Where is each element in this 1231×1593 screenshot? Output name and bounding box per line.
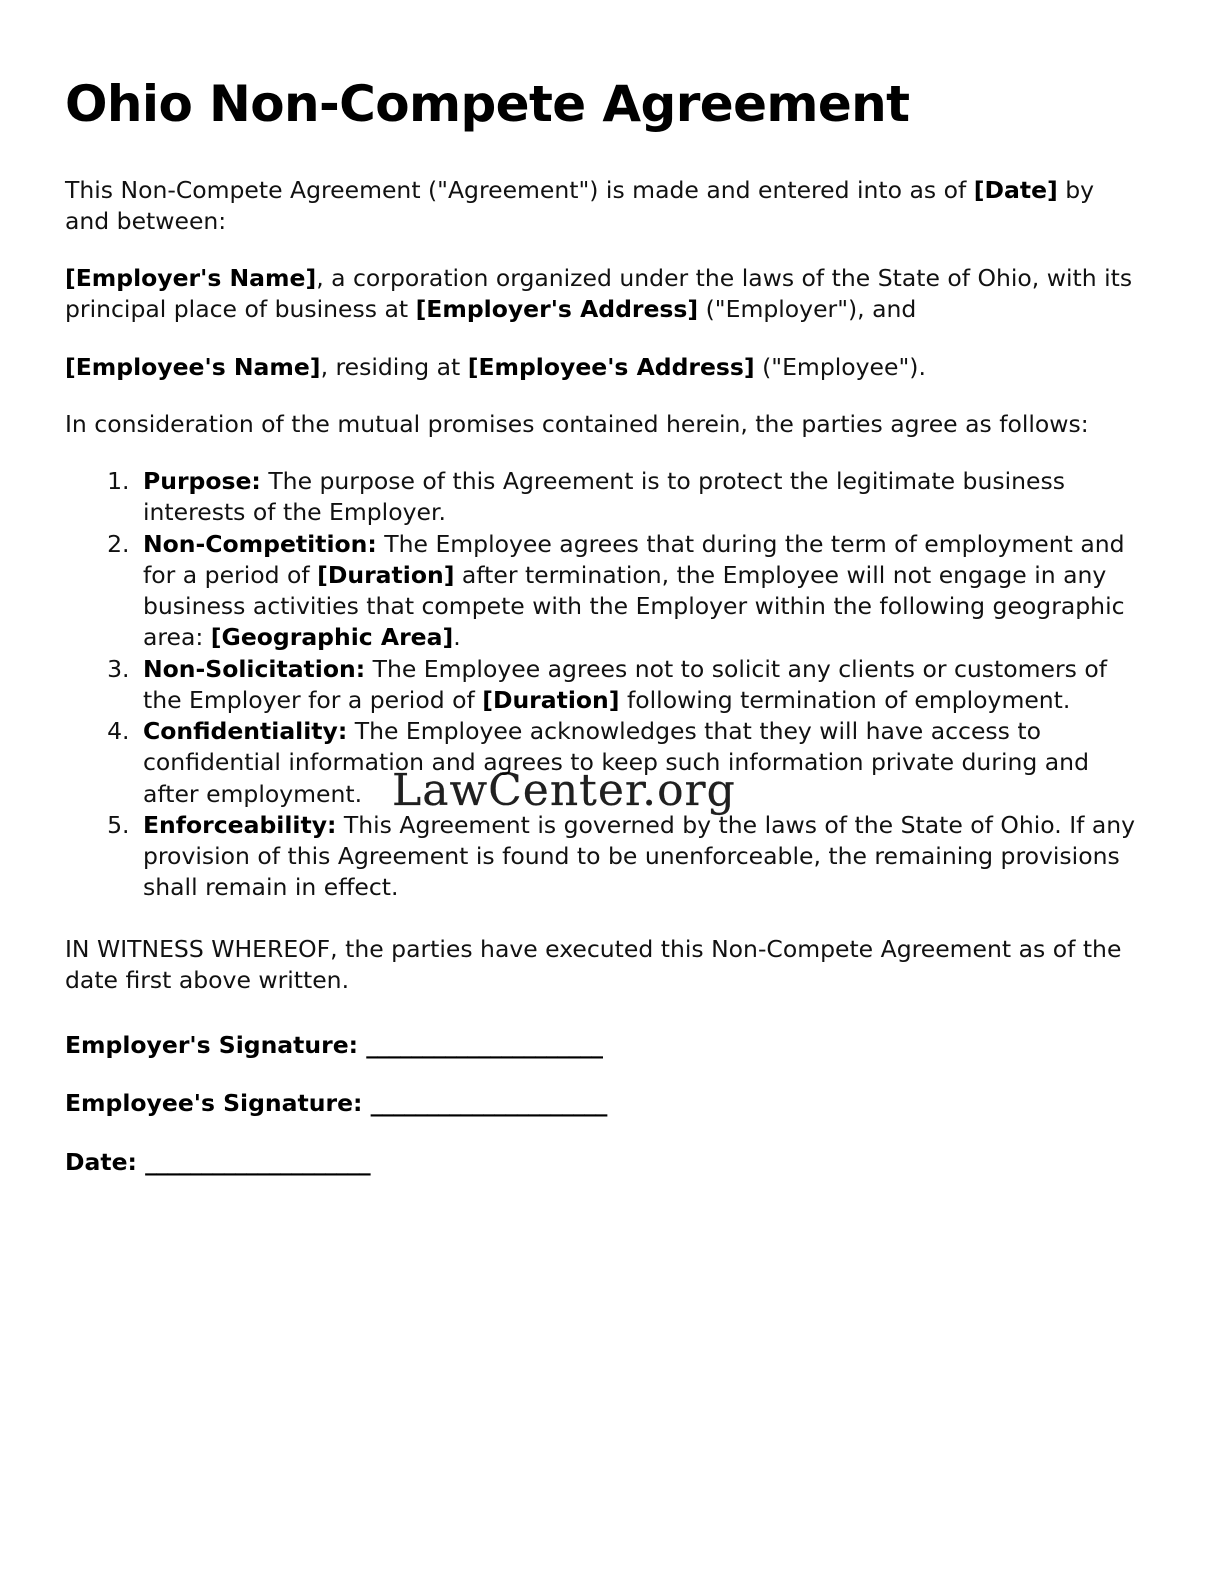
watermark: LawCenter.org (392, 765, 736, 816)
date-label: Date: (65, 1147, 137, 1176)
intro-paragraph: This Non-Compete Agreement ("Agreement") is made and entered into as of [Date] by and between: (65, 175, 1095, 235)
clause-text: Confidentiality: The Employee acknowledges that they will have access to confidential information and agrees to keep such information private during and after employment. (143, 717, 1089, 808)
clause-item (137, 654, 1145, 717)
clause-text: Non-Competition: The Employee agrees that during the term of employment and for a period of [Duration] after termination, the Employee will not engage in any business activities that compete with the Employer within the following geographic area: [Geographic Area]. (143, 529, 1125, 652)
employer-signature-label: Employer's Signature: (65, 1031, 359, 1059)
clause-item (137, 716, 1145, 810)
employee-signature-line (65, 1088, 1145, 1119)
page-title: Ohio Non-Compete Agreement (65, 75, 910, 133)
employee-paragraph: [Employee's Name], residing at [Employee's Address] ("Employee"). (65, 352, 926, 381)
clause-list (65, 466, 1145, 904)
consideration-paragraph: In consideration of the mutual promises contained herein, the parties agree as follows: (65, 409, 1089, 438)
employee-signature-label: Employee's Signature: (65, 1089, 363, 1118)
employee-signature-rule[interactable]: _____________________ (370, 1089, 607, 1118)
clause-text: Non-Solicitation: The Employee agrees not to solicit any clients or customers of the Employer for a period of [Duration] following termination of employment. (143, 654, 1108, 714)
date-rule[interactable]: ____________________ (145, 1147, 371, 1176)
witness-paragraph: IN WITNESS WHEREOF, the parties have executed this Non-Compete Agreement as of the date first above written. (65, 934, 1122, 994)
employer-signature-rule[interactable]: _____________________ (366, 1031, 603, 1059)
clause-text: Purpose: The purpose of this Agreement is to protect the legitimate business interests of the Employer. (143, 467, 1065, 527)
date-line (65, 1147, 1145, 1178)
clause-text: Enforceability: This Agreement is governed by the laws of the State of Ohio. If any provision of this Agreement is found to be unenforceable, the remaining provisions shall remain in effect. (143, 810, 1136, 902)
clause-item (137, 810, 1145, 904)
employer-paragraph: [Employer's Name], a corporation organized under the laws of the State of Ohio, with its principal place of business at [Employer's Address] ("Employer"), and (65, 264, 1133, 324)
clause-item (137, 466, 1145, 529)
clause-item (137, 529, 1145, 654)
employer-signature-line (65, 1030, 1145, 1061)
